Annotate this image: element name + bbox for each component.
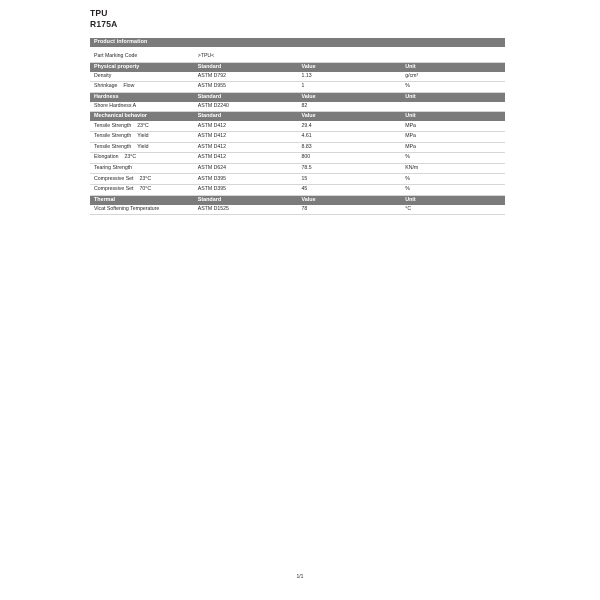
property-label: Tensile Strength	[94, 143, 132, 150]
property-label: Shrinkage	[94, 83, 118, 90]
row-property	[90, 72, 194, 82]
band-value: Value	[298, 112, 402, 122]
property-label: Elongation	[94, 154, 119, 161]
band-standard: Standard	[194, 195, 298, 205]
band-standard: Standard	[194, 62, 298, 72]
row-standard: ASTM D395	[194, 174, 298, 185]
row-value: 1	[298, 82, 402, 93]
band-title: Thermal	[90, 195, 194, 205]
section-title: Product information	[90, 38, 505, 47]
property-condition: 23°C	[137, 122, 149, 129]
property-label: Density	[94, 72, 112, 79]
row-value: 8.83	[298, 142, 402, 153]
row-property	[90, 142, 194, 153]
row-unit: KN/m	[401, 163, 505, 174]
row-standard: ASTM D395	[194, 184, 298, 195]
property-label: Tensile Strength	[94, 133, 132, 140]
row-standard: ASTM D412	[194, 121, 298, 131]
section-band-thermal	[90, 195, 505, 205]
band-title: Hardness	[90, 92, 194, 102]
row-standard: ASTM D412	[194, 153, 298, 164]
property-condition	[111, 73, 117, 79]
section-band-hardness	[90, 92, 505, 102]
row-standard: ASTM D1525	[194, 205, 298, 215]
section-band-mechanical-behavior	[90, 112, 505, 122]
band-title: Physical property	[90, 62, 194, 72]
row-unit: MPa	[401, 121, 505, 131]
table-row	[90, 163, 505, 174]
property-condition: Flow	[123, 83, 135, 90]
band-value: Value	[298, 62, 402, 72]
row-property	[90, 163, 194, 174]
row-value: 82	[298, 102, 402, 112]
row-unit: %	[401, 174, 505, 185]
table-row	[90, 72, 505, 82]
row-property: Part Marking Code	[90, 52, 194, 62]
row-value: 4.61	[298, 131, 402, 142]
property-label: Vicat Softening Temperature	[94, 205, 160, 212]
band-value: Value	[298, 92, 402, 102]
property-condition	[136, 103, 142, 109]
product-title-block	[0, 8, 600, 29]
property-label: Shore Hardness A	[94, 103, 137, 110]
spec-table-body	[90, 38, 505, 215]
row-standard: ASTM D412	[194, 131, 298, 142]
property-condition: 70°C	[139, 186, 152, 193]
band-unit: Unit	[401, 112, 505, 122]
row-unit: %	[401, 153, 505, 164]
property-condition	[132, 165, 138, 171]
spec-content	[0, 38, 600, 215]
row-value: 78.5	[298, 163, 402, 174]
row-unit: %	[401, 184, 505, 195]
row-value: 1.13	[298, 72, 402, 82]
row-unit: MPa	[401, 142, 505, 153]
property-condition: Yield	[137, 133, 149, 140]
row-property	[90, 102, 194, 112]
property-label: Tearing Strength	[94, 165, 133, 172]
table-row-part-marking-code	[90, 52, 505, 62]
band-standard: Standard	[194, 112, 298, 122]
page-number: 1/1	[296, 574, 304, 580]
row-property	[90, 82, 194, 93]
row-value: 45	[298, 184, 402, 195]
row-standard: >TPU<	[194, 52, 298, 62]
table-row	[90, 121, 505, 131]
row-value: 800	[298, 153, 402, 164]
row-unit	[401, 102, 505, 112]
section-band-physical-property	[90, 62, 505, 72]
table-row	[90, 82, 505, 93]
band-unit: Unit	[401, 92, 505, 102]
row-value: 78	[298, 205, 402, 215]
row-unit: %	[401, 82, 505, 93]
table-row	[90, 131, 505, 142]
row-value: 29.4	[298, 121, 402, 131]
section-header-product-information	[90, 38, 505, 47]
property-label: Compressive Set	[94, 186, 134, 193]
row-property	[90, 131, 194, 142]
spec-table	[90, 38, 505, 215]
band-standard: Standard	[194, 92, 298, 102]
band-value: Value	[298, 195, 402, 205]
row-value	[298, 52, 402, 62]
property-label: Tensile Strength	[94, 122, 132, 129]
row-property	[90, 121, 194, 131]
row-property	[90, 153, 194, 164]
property-condition	[159, 206, 165, 212]
property-condition: 23°C	[124, 154, 137, 161]
band-title: Mechanical behavior	[90, 112, 194, 122]
product-family: TPU	[90, 8, 108, 18]
row-property	[90, 174, 194, 185]
table-row	[90, 205, 505, 215]
row-standard: ASTM D792	[194, 72, 298, 82]
product-grade: R175A	[90, 18, 118, 29]
row-standard: ASTM D2240	[194, 102, 298, 112]
row-unit: MPa	[401, 131, 505, 142]
row-standard: ASTM D955	[194, 82, 298, 93]
row-unit: °C	[401, 205, 505, 215]
row-property	[90, 205, 194, 215]
row-standard: ASTM D624	[194, 163, 298, 174]
band-unit: Unit	[401, 62, 505, 72]
property-condition: Yield	[137, 143, 149, 150]
row-unit: g/cm³	[401, 72, 505, 82]
table-row	[90, 174, 505, 185]
band-unit: Unit	[401, 195, 505, 205]
table-row	[90, 184, 505, 195]
property-condition: 23°C	[139, 175, 152, 182]
row-value: 15	[298, 174, 402, 185]
row-property	[90, 184, 194, 195]
table-row	[90, 142, 505, 153]
row-standard: ASTM D412	[194, 142, 298, 153]
table-row	[90, 153, 505, 164]
row-unit	[401, 52, 505, 62]
property-label: Compressive Set	[94, 175, 134, 182]
table-row	[90, 102, 505, 112]
